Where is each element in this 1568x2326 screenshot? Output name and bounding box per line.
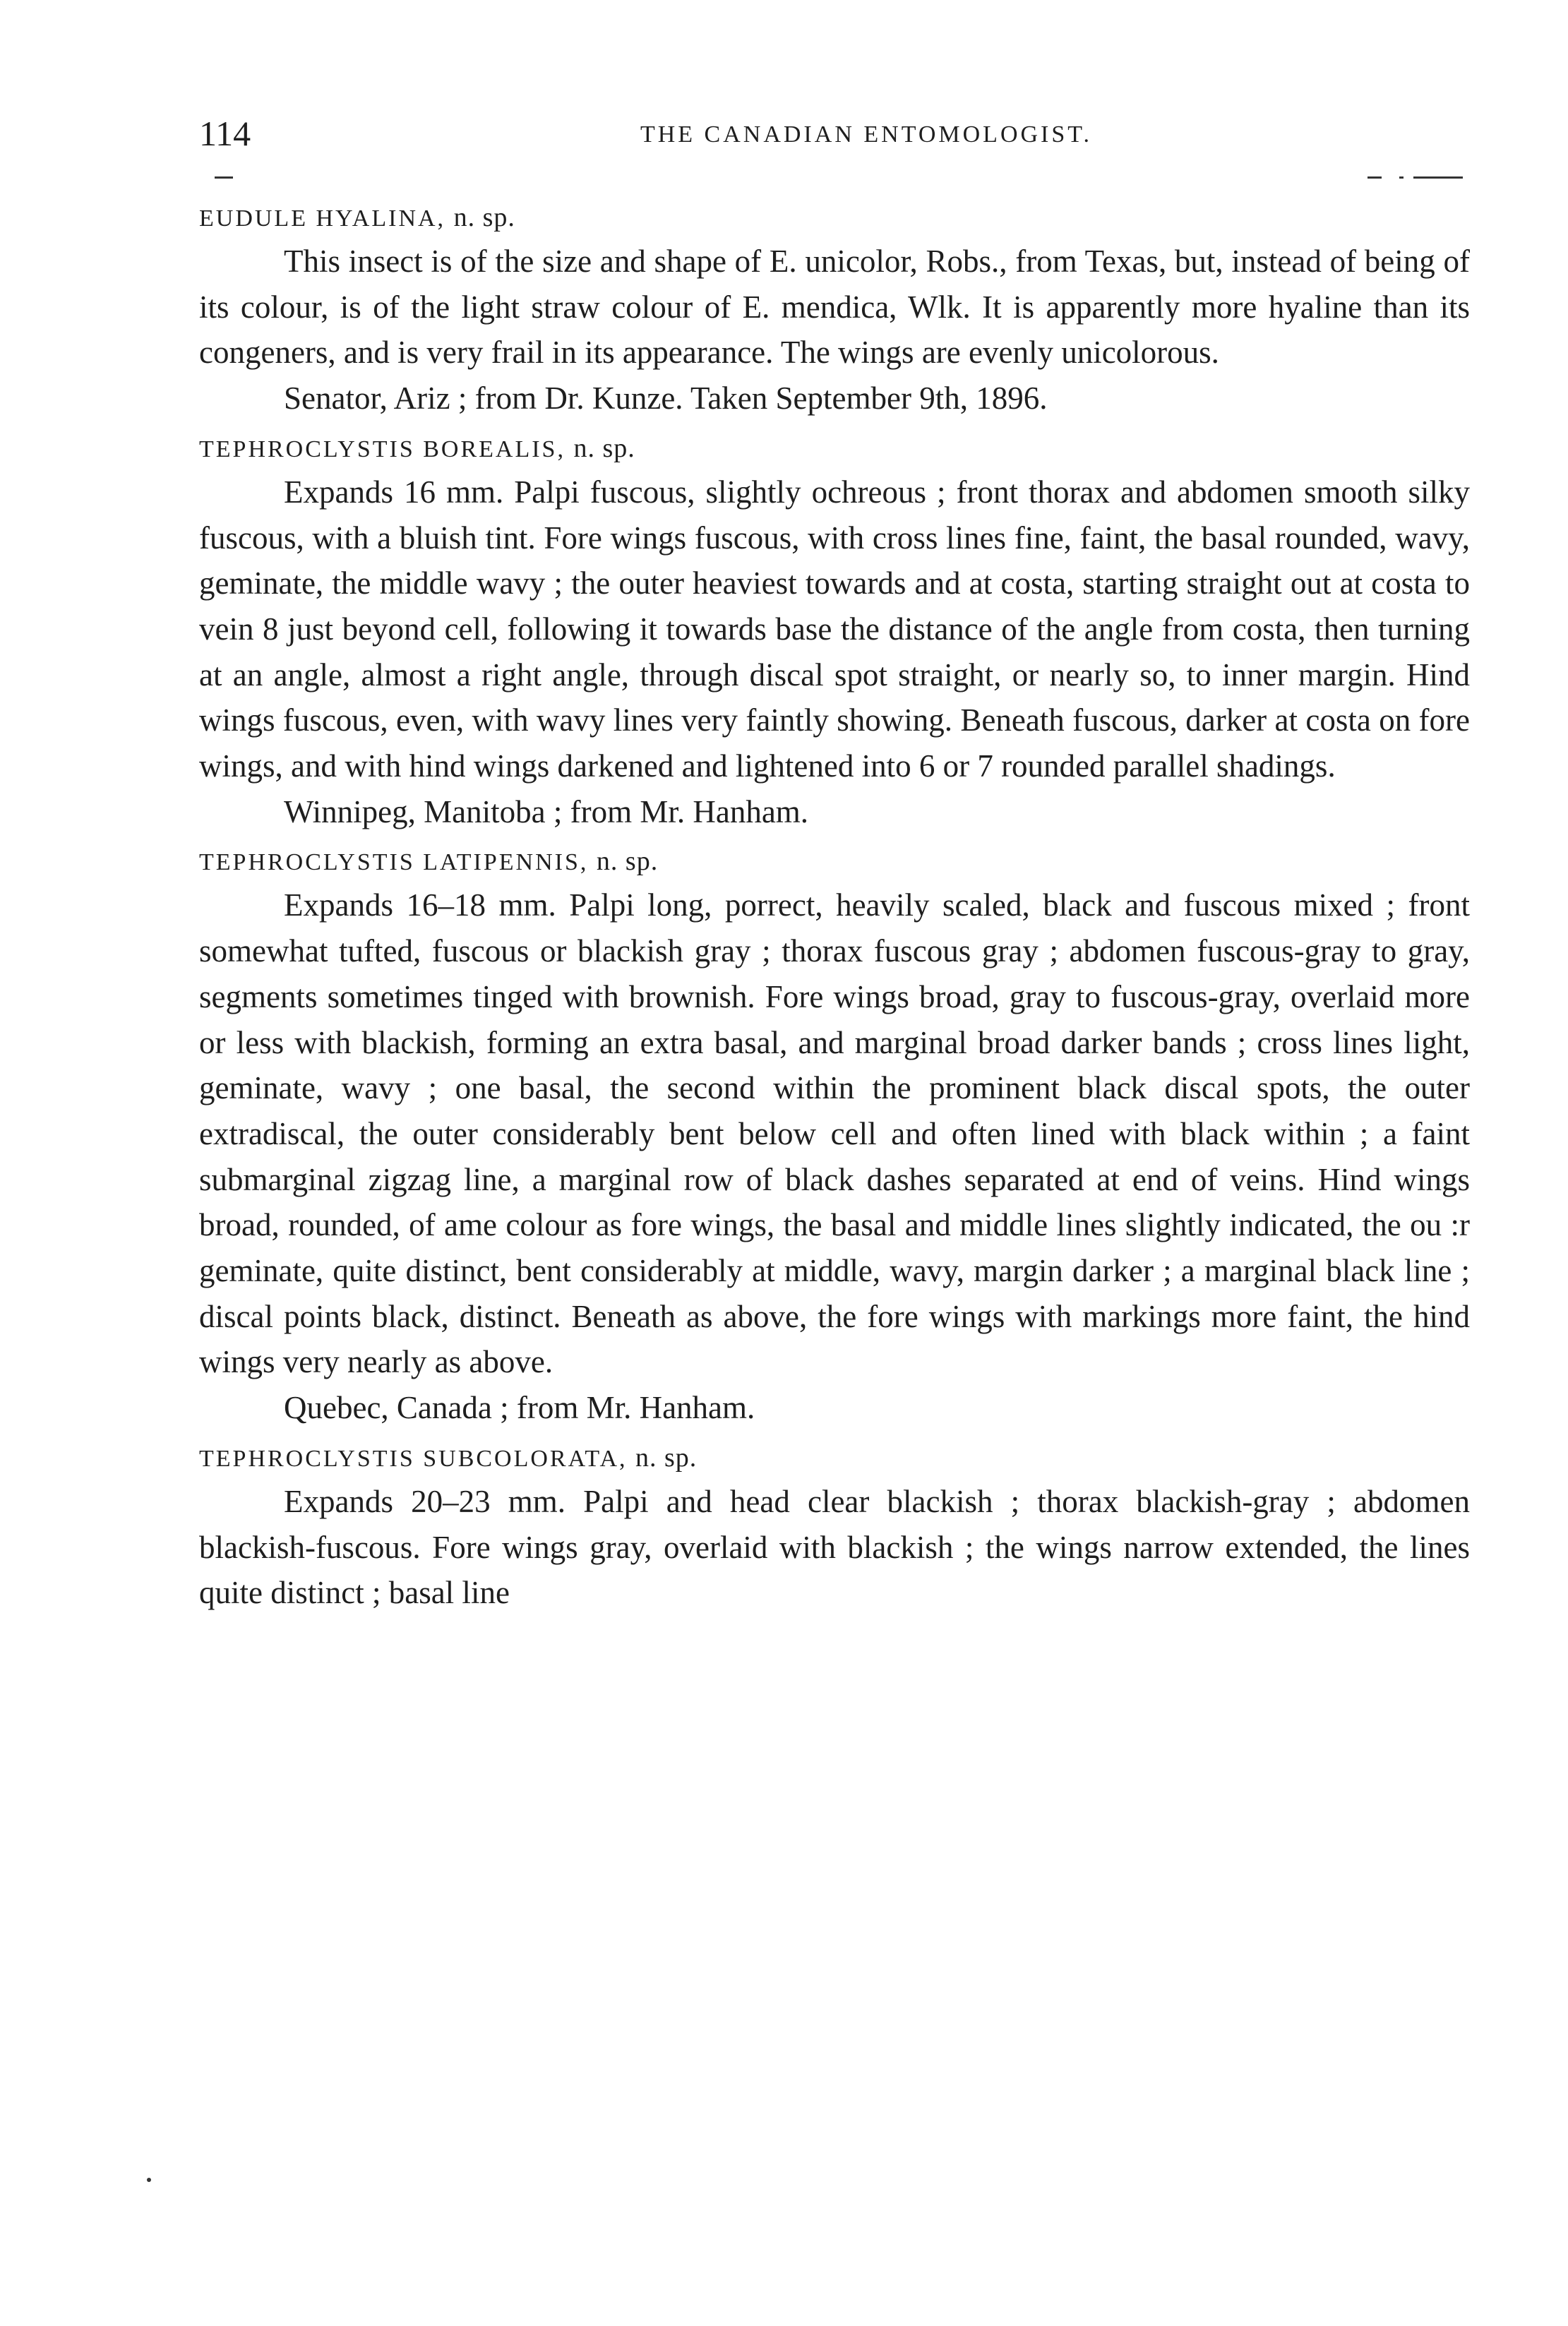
- page-number: 114: [199, 114, 251, 153]
- entry-title: TEPHROCLYSTIS LATIPENNIS, n. sp.: [199, 846, 659, 877]
- entry-locality: Quebec, Canada ; from Mr. Hanham.: [284, 1390, 755, 1426]
- entry-description: Expands 16 mm. Palpi fuscous, slightly ochreous ; front thorax and abdomen smooth silky fuscous, with a bluish tint. Fore wings fuscous, with cross lines fine, faint, the basal rounded, wavy, geminate, the middle wavy ; the outer heaviest towards and at costa, starting straight out at costa to vein 8 just beyond cell, following it towards base the distance of the angle from costa, then turning at an angle, almost a right angle, through discal spot straight, or nearly so, to inner margin. Hind wings fuscous, even, with wavy lines very faintly showing. Beneath fuscous, darker at costa on fore wings, and with hind wings darkened and lightened into 6 or 7 rounded parallel shadings.: [199, 474, 1470, 784]
- entry-eudule-hyalina: [199, 198, 1470, 421]
- header-rule: [199, 169, 1470, 198]
- entry-description: Expands 16–18 mm. Palpi long, porrect, heavily scaled, black and fuscous mixed ; front somewhat tufted, fuscous or blackish gray ; thorax fuscous gray ; abdomen fuscous-gray to gray, segments sometimes tinged with brownish. Fore wings broad, gray to fuscous-gray, overlaid more or less with blackish, forming an extra basal, and marginal broad darker bands ; cross lines light, geminate, wavy ; one basal, the second within the prominent black discal spots, the outer extradiscal, the outer considerably bent below cell and often lined with black within ; a faint submarginal zigzag line, a marginal row of black dashes separated at end of veins. Hind wings broad, rounded, of ame colour as fore wings, the basal and middle lines slightly indicated, the ou :r geminate, quite distinct, bent considerably at middle, wavy, margin darker ; a marginal black line ; discal points black, distinct. Beneath as above, the fore wings with markings more faint, the hind wings very nearly as above.: [199, 887, 1470, 1380]
- page-header: [199, 106, 1470, 169]
- running-head: THE CANADIAN ENTOMOLOGIST.: [640, 121, 1093, 148]
- entry-tephroclystis-subcolorata: [199, 1438, 1470, 1616]
- entry-title: TEPHROCLYSTIS SUBCOLORATA, n. sp.: [199, 1442, 698, 1473]
- entry-description: This insect is of the size and shape of E. unicolor, Robs., from Texas, but, instead of being of its colour, is of the light straw colour of E. mendica, Wlk. It is apparently more hyaline than its congeners, and is very frail in its appearance. The wings are evenly unicolorous.: [199, 244, 1470, 371]
- entry-description: Expands 20–23 mm. Palpi and head clear blackish ; thorax blackish-gray ; abdomen blackish-fuscous. Fore wings gray, overlaid with blackish ; the wings narrow extended, the lines quite distinct ; basal line: [199, 1483, 1470, 1611]
- entry-tephroclystis-borealis: [199, 428, 1470, 835]
- entry-locality: Senator, Ariz ; from Dr. Kunze. Taken September 9th, 1896.: [284, 380, 1048, 416]
- page-speck: [147, 2178, 151, 2182]
- entry-title: EUDULE HYALINA, n. sp.: [199, 203, 515, 232]
- entry-tephroclystis-latipennis: [199, 841, 1470, 1430]
- entry-title: TEPHROCLYSTIS BOREALIS, n. sp.: [199, 433, 635, 463]
- document-page: [199, 106, 1470, 1616]
- entry-locality: Winnipeg, Manitoba ; from Mr. Hanham.: [284, 793, 809, 829]
